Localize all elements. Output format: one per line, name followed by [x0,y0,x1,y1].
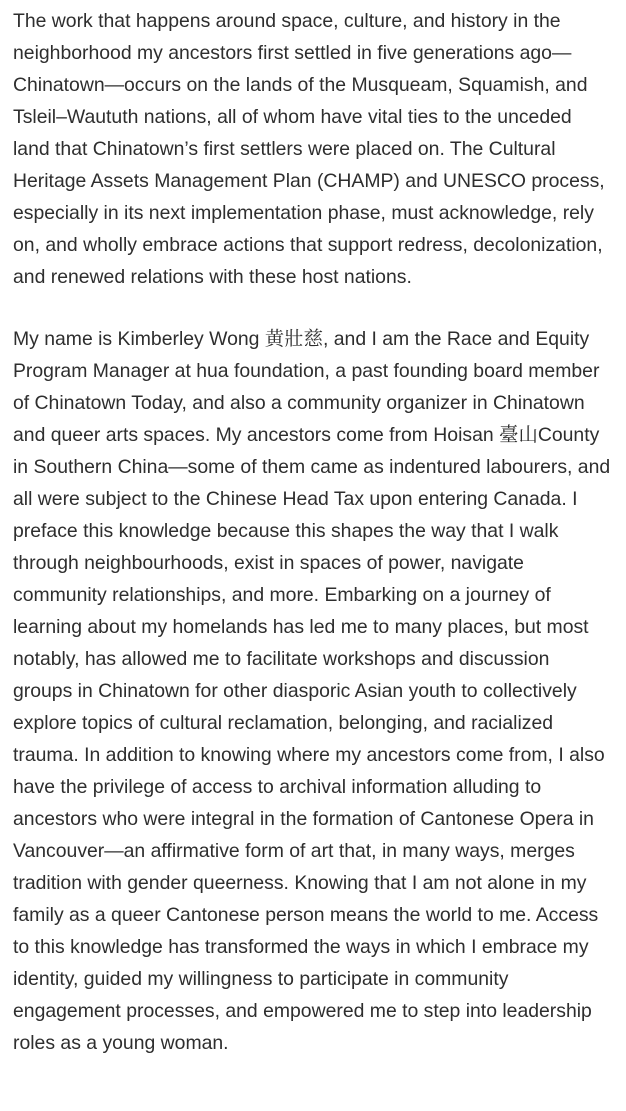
paragraph-author-introduction: My name is Kimberley Wong 黄壯慈, and I am the Race and Equity Program Manager at hua foundation, a past founding board member of Chinatown Today, and also a community organizer in Chinatown and queer arts spaces. My ancestors come from Hoisan 臺山County in Southern China—some of them came as indentured labourers, and all were subject to the Chinese Head Tax upon entering Canada. I preface this knowledge because this shapes the way that I walk through neighbourhoods, exist in spaces of power, navigate community relationships, and more. Embarking on a journey of learning about my homelands has led me to many places, but most notably, has allowed me to facilitate workshops and discussion groups in Chinatown for other diasporic Asian youth to collectively explore topics of cultural reclamation, belonging, and racialized trauma. In addition to knowing where my ancestors come from, I also have the privilege of access to archival information alluding to ancestors who were integral in the formation of Cantonese Opera in Vancouver—an affirmative form of art that, in many ways, merges tradition with gender queerness. Knowing that I am not alone in my family as a queer Cantonese person means the world to me. Access to this knowledge has transformed the ways in which I embrace my identity, guided my willingness to participate in community engagement processes, and empowered me to step into leadership roles as a young woman. [13,328,611,1054]
paragraph-land-acknowledgement: The work that happens around space, culture, and history in the neighborhood my ancestors first settled in five generations ago—Chinatown—occurs on the lands of the Musqueam, Squamish, and Tsleil–Waututh nations, all of whom have vital ties to the unceded land that Chinatown’s first settlers were placed on. The Cultural Heritage Assets Management Plan (CHAMP) and UNESCO process, especially in its next implementation phase, must acknowledge, rely on, and wholly embrace actions that support redress, decolonization, and renewed relations with these host nations. [13,10,605,288]
